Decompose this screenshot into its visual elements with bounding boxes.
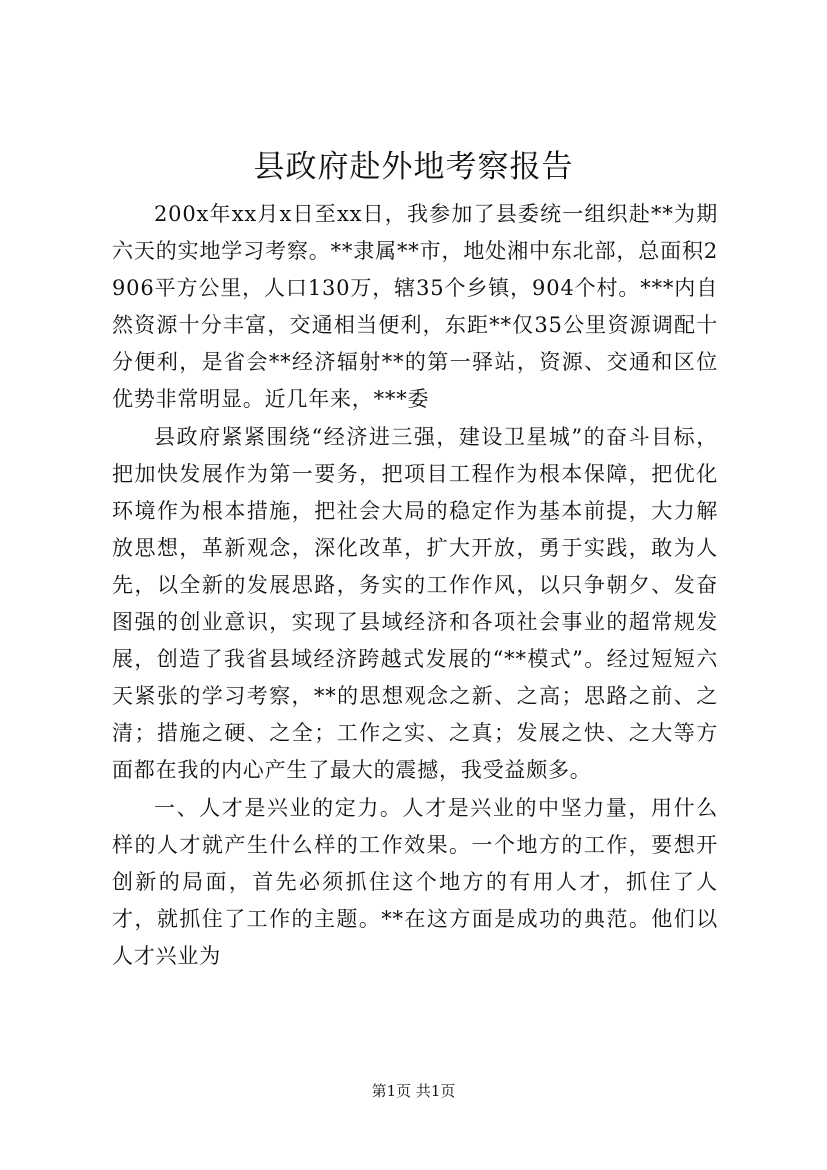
- paragraph-intro: 200x年xx月x日至xx日，我参加了县委统一组织赴**为期六天的实地学习考察。**隶属**市，地处湘中东北部，总面积2906平方公里，人口130万，辖35个乡镇，904个村。***内自然资源十分丰富，交通相当便利，东距**仅35公里资源调配十分便利，是省会**经济辐射**的第一驿站，资源、交通和区位优势非常明显。近几年来，***委: [112, 202, 718, 412]
- page-footer: 第1页 共1页: [371, 1082, 456, 1100]
- document-title: 县政府赴外地考察报告: [253, 149, 574, 185]
- paragraph-talent: 一、人才是兴业的定力。人才是兴业的中坚力量，用什么样的人才就产生什么样的工作效果。一个地方的工作，要想开创新的局面，首先必须抓住这个地方的有用人才，抓住了人才，就抓住了工作的主题。**在这方面是成功的典范。他们以人才兴业为: [112, 795, 718, 968]
- document-body: [112, 196, 718, 975]
- paragraph-development: 县政府紧紧围绕“经济进三强，建设卫星城”的奋斗目标，把加快发展作为第一要务，把项目工程作为根本保障，把优化环境作为根本措施，把社会大局的稳定作为基本前提，大力解放思想，革新观念，深化改革，扩大开放，勇于实践，敢为人先，以全新的发展思路，务实的工作作风，以只争朝夕、发奋图强的创业意识，实现了县域经济和各项社会事业的超常规发展，创造了我省县域经济跨越式发展的“**模式”。经过短短六天紧张的学习考察，**的思想观念之新、之高；思路之前、之清；措施之硬、之全；工作之实、之真；发展之快、之大等方面都在我的内心产生了最大的震撼，我受益颇多。: [112, 424, 718, 783]
